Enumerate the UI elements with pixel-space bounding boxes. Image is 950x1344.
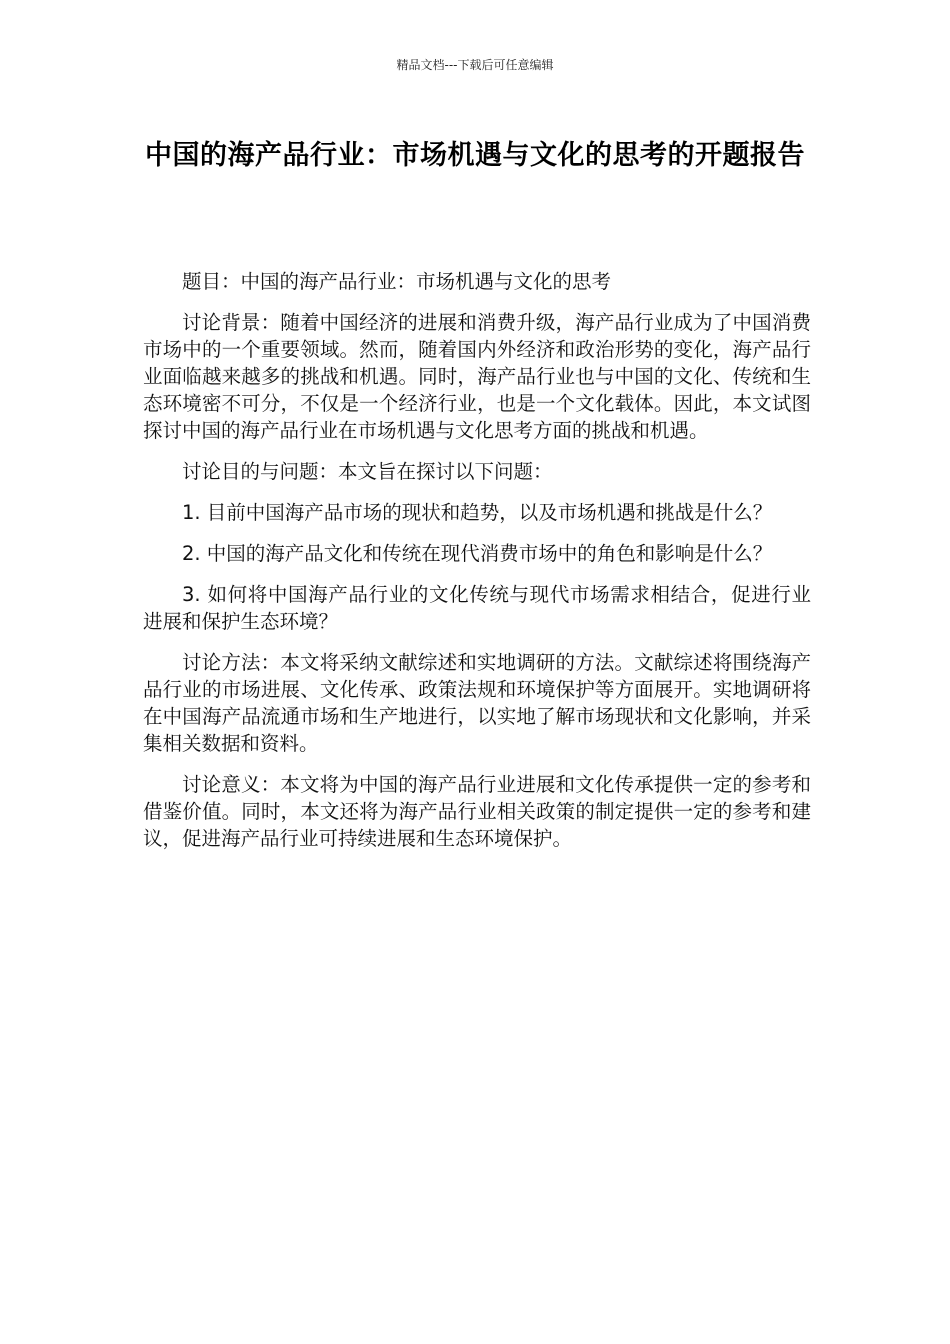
header-note: 精品文档---下载后可任意编辑 xyxy=(396,58,554,72)
document-body xyxy=(143,268,811,866)
significance-paragraph: 讨论意义：本文将为中国的海产品行业进展和文化传承提供一定的参考和借鉴价值。同时，本文还将为海产品行业相关政策的制定提供一定的参考和建议，促进海产品行业可持续进展和生态环境保护。 xyxy=(143,773,811,850)
question-3-paragraph: 3. 如何将中国海产品行业的文化传统与现代市场需求相结合，促进行业进展和保护生态环境？ xyxy=(143,583,811,633)
method-paragraph: 讨论方法：本文将采纳文献综述和实地调研的方法。文献综述将围绕海产品行业的市场进展、文化传承、政策法规和环境保护等方面展开。实地调研将在中国海产品流通市场和生产地进行，以实地了解市场现状和文化影响，并采集相关数据和资料。 xyxy=(143,651,811,755)
purpose-paragraph: 讨论目的与问题：本文旨在探讨以下问题： xyxy=(182,460,553,483)
document-title: 中国的海产品行业：市场机遇与文化的思考的开题报告 xyxy=(145,140,805,171)
question-2-paragraph: 2. 中国的海产品文化和传统在现代消费市场中的角色和影响是什么？ xyxy=(182,542,773,565)
question-1-paragraph: 1. 目前中国海产品市场的现状和趋势，以及市场机遇和挑战是什么？ xyxy=(182,501,773,524)
background-paragraph: 讨论背景：随着中国经济的进展和消费升级，海产品行业成为了中国消费市场中的一个重要领域。然而，随着国内外经济和政治形势的变化，海产品行业面临越来越多的挑战和机遇。同时，海产品行业也与中国的文化、传统和生态环境密不可分，不仅是一个经济行业，也是一个文化载体。因此，本文试图探讨中国的海产品行业在市场机遇与文化思考方面的挑战和机遇。 xyxy=(143,311,811,442)
topic-paragraph: 题目：中国的海产品行业：市场机遇与文化的思考 xyxy=(182,270,612,293)
